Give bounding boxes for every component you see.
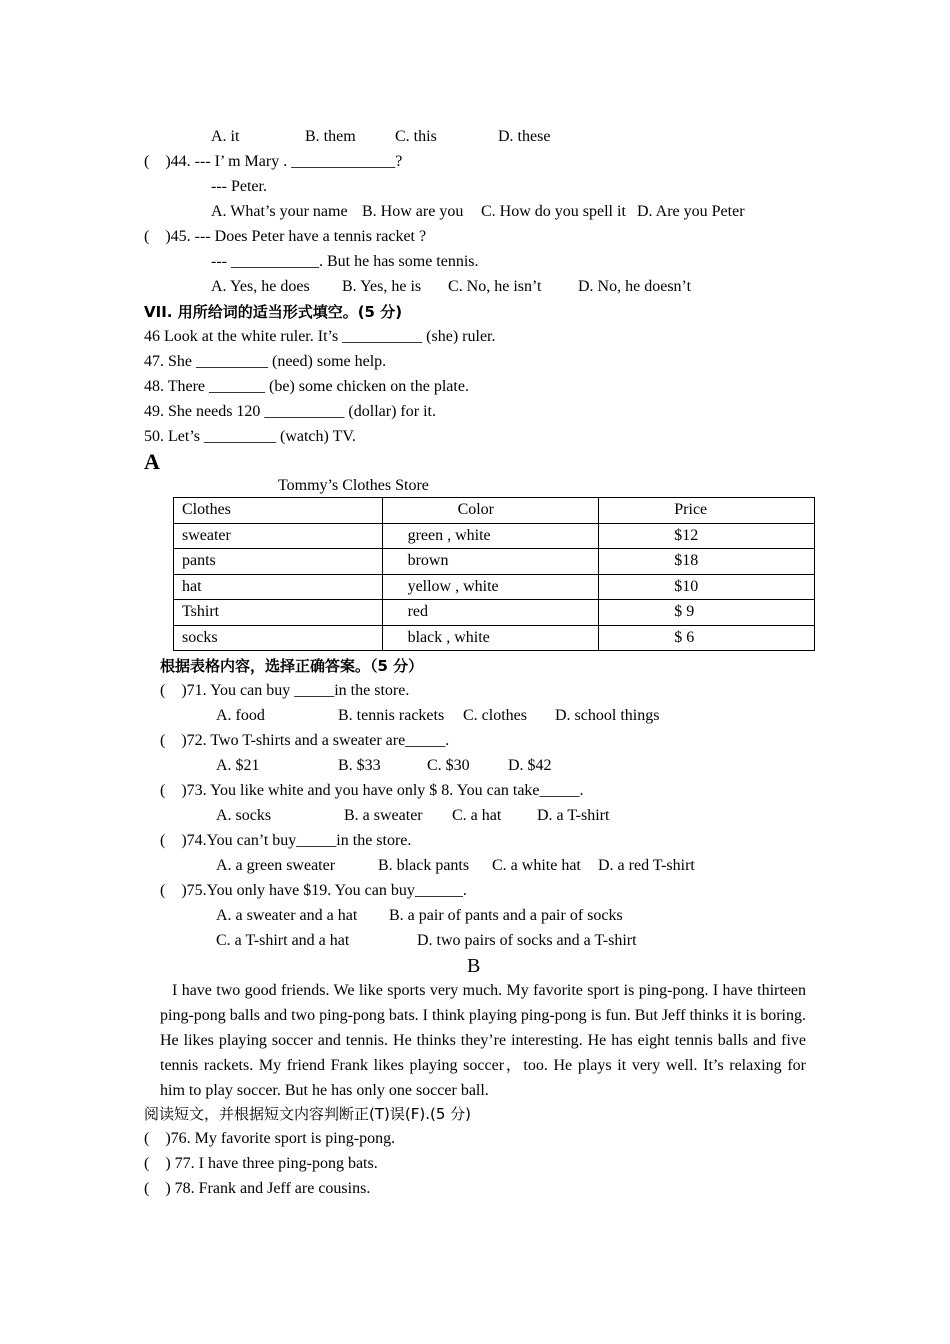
q74-option-d: D. a red T-shirt: [598, 857, 695, 874]
q45-option-b: B. Yes, he is: [342, 278, 422, 295]
cell-clothes: Tshirt: [174, 600, 383, 626]
cell-price: $18: [599, 549, 815, 575]
q44-stem: ( )44. --- I’ m Mary . _____________?: [144, 153, 403, 170]
q73-option-d: D. a T-shirt: [537, 807, 610, 824]
table-row: [174, 523, 815, 549]
q45-option-d: D. No, he doesn’t: [578, 278, 692, 295]
q74-option-b: B. black pants: [378, 857, 470, 874]
cell-color: green , white: [382, 523, 599, 549]
q43-option-c: C. this: [395, 128, 437, 145]
q75-option-c: C. a T-shirt and a hat: [216, 932, 350, 949]
q73-stem: ( )73. You like white and you have only $ 8. You can take_____.: [160, 782, 584, 799]
q43-option-a: A. it: [211, 128, 240, 145]
q49: 49. She needs 120 __________ (dollar) for it.: [144, 403, 436, 420]
cell-color: red: [382, 600, 599, 626]
q45-option-c: C. No, he isn’t: [448, 278, 542, 295]
q71-option-a: A. food: [216, 707, 265, 724]
cell-clothes: hat: [174, 574, 383, 600]
q45-option-a: A. Yes, he does: [211, 278, 310, 295]
q75-option-b: B. a pair of pants and a pair of socks: [389, 907, 623, 924]
part-b-instruction: 阅读短文，并根据短文内容判断正(T)误(F).(5 分): [144, 1105, 471, 1123]
q76: ( )76. My favorite sport is ping-pong.: [144, 1130, 396, 1147]
q72-option-a: A. $21: [216, 757, 260, 774]
q45-reply: --- ___________. But he has some tennis.: [211, 253, 479, 270]
q48: 48. There _______ (be) some chicken on the plate.: [144, 378, 469, 395]
cell-color: black , white: [382, 625, 599, 651]
cell-price: $ 6: [599, 625, 815, 651]
q44-option-b: B. How are you: [362, 203, 464, 220]
q44-option-d: D. Are you Peter: [637, 203, 745, 220]
q74-option-a: A. a green sweater: [216, 857, 336, 874]
header-price: Price: [599, 498, 815, 524]
table-row: [174, 625, 815, 651]
cell-color: yellow , white: [382, 574, 599, 600]
q71-option-b: B. tennis rackets: [338, 707, 445, 724]
table-row: [174, 549, 815, 575]
cell-clothes: sweater: [174, 523, 383, 549]
cell-clothes: socks: [174, 625, 383, 651]
q72-option-c: C. $30: [427, 757, 470, 774]
q78: ( ) 78. Frank and Jeff are cousins.: [144, 1180, 371, 1197]
q74-stem: ( )74.You can’t buy_____in the store.: [160, 832, 412, 849]
q77: ( ) 77. I have three ping-pong bats.: [144, 1155, 378, 1172]
clothes-table: [173, 497, 815, 651]
table-row: [174, 574, 815, 600]
cell-price: $ 9: [599, 600, 815, 626]
q72-option-b: B. $33: [338, 757, 381, 774]
q47: 47. She _________ (need) some help.: [144, 353, 387, 370]
q75-stem: ( )75.You only have $19. You can buy______.: [160, 882, 467, 899]
part-b-passage: I have two good friends. We like sports very much. My favorite sport is ping-pong. I have thirteen ping-pong balls and two ping-pong bats. I think playing ping-pong is fun. But Jeff thinks it is boring. He likes playing soccer and tennis. He thinks they’re interesting. He has eight tennis balls and five tennis rackets. My friend Frank likes playing soccer，too. He plays it very well. It’s relaxing for him to play soccer. But he has only one soccer ball.: [160, 982, 806, 1099]
q73-option-b: B. a sweater: [344, 807, 423, 824]
q43-option-b: B. them: [305, 128, 356, 145]
q75-option-d: D. two pairs of socks and a T-shirt: [417, 932, 637, 949]
q72-stem: ( )72. Two T-shirts and a sweater are_____.: [160, 732, 450, 749]
part-a-label: A: [144, 449, 160, 474]
cell-clothes: pants: [174, 549, 383, 575]
cell-price: $12: [599, 523, 815, 549]
q73-option-a: A. socks: [216, 807, 272, 824]
cell-color: brown: [382, 549, 599, 575]
table-row: [174, 600, 815, 626]
q45-stem: ( )45. --- Does Peter have a tennis racket ?: [144, 228, 427, 245]
table-title: Tommy’s Clothes Store: [278, 477, 429, 494]
header-clothes: Clothes: [174, 498, 383, 524]
header-color: Color: [382, 498, 599, 524]
q75-option-a: A. a sweater and a hat: [216, 907, 358, 924]
q72-option-d: D. $42: [508, 757, 552, 774]
q44-option-a: A. What’s your name: [211, 203, 348, 220]
q73-option-c: C. a hat: [452, 807, 502, 824]
section7-heading: VII. 用所给词的适当形式填空。(5 分): [144, 303, 403, 321]
q46: 46 Look at the white ruler. It’s __________ (she) ruler.: [144, 328, 496, 345]
q50: 50. Let’s _________ (watch) TV.: [144, 428, 356, 445]
q44-reply: --- Peter.: [211, 178, 267, 195]
q71-option-d: D. school things: [555, 707, 660, 724]
cell-price: $10: [599, 574, 815, 600]
q71-option-c: C. clothes: [463, 707, 527, 724]
part-a-instruction: 根据表格内容，选择正确答案。（5 分）: [160, 657, 424, 675]
part-b-label: B: [467, 955, 481, 977]
q43-option-d: D. these: [498, 128, 551, 145]
table-header-row: [174, 498, 815, 524]
q74-option-c: C. a white hat: [492, 857, 581, 874]
q44-option-c: C. How do you spell it: [481, 203, 626, 220]
q71-stem: ( )71. You can buy _____in the store.: [160, 682, 410, 699]
